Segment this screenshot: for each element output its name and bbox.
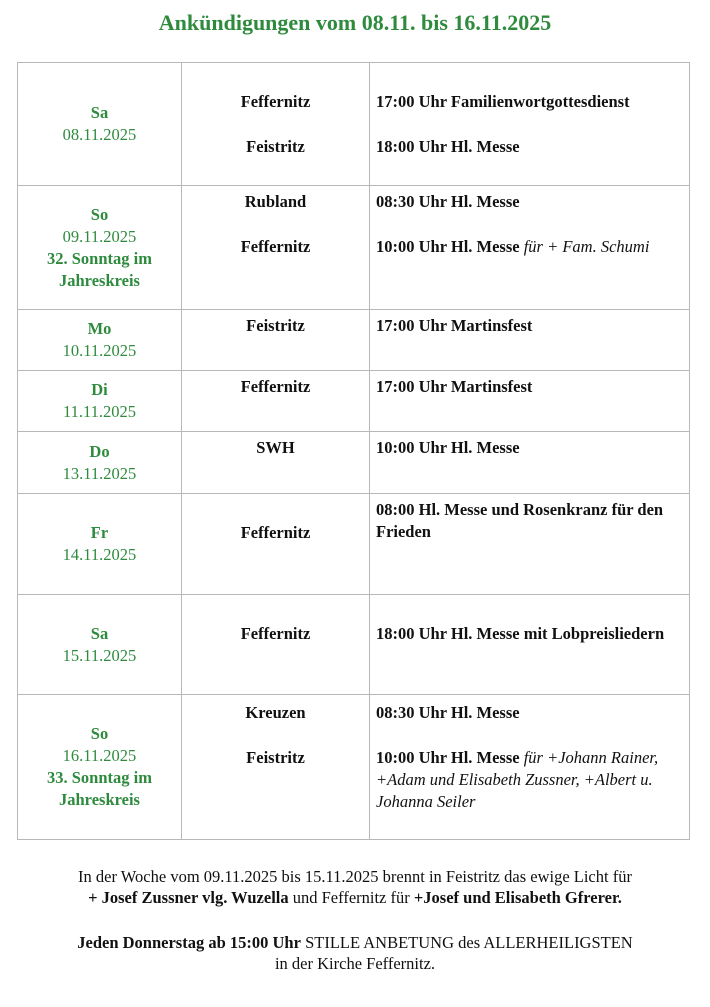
event-main: 10:00 Uhr Hl. Messe	[376, 237, 520, 256]
event-note: für +Johann Rainer, +Adam und Elisabeth Zussner, +Albert u. Johanna Seiler	[376, 748, 659, 811]
table-row	[18, 371, 690, 432]
location-cell	[182, 371, 370, 432]
location: Feffernitz	[240, 624, 311, 643]
event-cell	[370, 432, 690, 494]
adoration-notice	[0, 932, 710, 974]
feast-name: 32. Sonntag im Jahreskreis	[47, 248, 152, 290]
location: Feffernitz	[240, 523, 311, 542]
feast-name: 33. Sonntag im Jahreskreis	[47, 768, 152, 809]
notice-person: +Josef und Elisabeth Gfrerer.	[413, 888, 622, 907]
location: SWH	[256, 438, 295, 457]
date-cell	[18, 63, 182, 186]
date-cell	[18, 310, 182, 371]
event-cell	[370, 186, 690, 310]
location: Feistritz	[246, 316, 305, 335]
event: 08:00 Hl. Messe und Rosenkranz für den Frieden	[376, 500, 664, 541]
date: 08.11.2025	[62, 125, 137, 144]
table-row	[18, 595, 690, 695]
notice-person: + Josef Zussner vlg. Wuzella	[88, 888, 289, 907]
page-title: Ankündigungen vom 08.11. bis 16.11.2025	[158, 10, 552, 35]
event	[376, 236, 683, 258]
event-cell	[370, 63, 690, 186]
event-cell	[370, 310, 690, 371]
weekday: Fr	[90, 523, 109, 542]
table-row	[18, 63, 690, 186]
date: 14.11.2025	[62, 545, 137, 564]
weekday: So	[90, 204, 109, 224]
date-cell	[18, 432, 182, 494]
event-cell	[370, 371, 690, 432]
table-row	[18, 695, 690, 840]
date-cell	[18, 186, 182, 310]
notice-text: und Feffernitz für	[292, 888, 410, 907]
location-cell	[182, 310, 370, 371]
event: 08:30 Uhr Hl. Messe	[376, 703, 520, 722]
event: 17:00 Uhr Martinsfest	[376, 316, 533, 335]
date-cell	[18, 595, 182, 695]
date-cell	[18, 695, 182, 840]
date: 15.11.2025	[62, 645, 137, 665]
location: Feffernitz	[240, 92, 311, 111]
adoration-place: in der Kirche Feffernitz.	[274, 954, 436, 973]
adoration-time: Jeden Donnerstag ab 15:00 Uhr	[77, 933, 301, 952]
event: 10:00 Uhr Hl. Messe	[376, 438, 520, 457]
date: 11.11.2025	[62, 402, 137, 421]
event	[376, 747, 683, 813]
event: 18:00 Uhr Hl. Messe	[376, 137, 520, 156]
location: Rubland	[244, 192, 307, 211]
table-row	[18, 186, 690, 310]
table-row	[18, 494, 690, 595]
location-cell	[182, 695, 370, 840]
location: Feffernitz	[240, 377, 311, 396]
location-cell	[182, 595, 370, 695]
weekday: Sa	[90, 103, 109, 122]
table-row	[18, 432, 690, 494]
date-cell	[18, 494, 182, 595]
event-cell	[370, 595, 690, 695]
schedule-table	[17, 62, 690, 840]
date: 13.11.2025	[62, 463, 137, 483]
location-cell	[182, 186, 370, 310]
location: Feffernitz	[240, 237, 311, 256]
weekday: Mo	[87, 319, 112, 338]
weekday: So	[90, 724, 109, 743]
event-cell	[370, 494, 690, 595]
event: 18:00 Uhr Hl. Messe mit Lobpreisliedern	[376, 624, 665, 643]
date: 16.11.2025	[62, 746, 137, 765]
location: Kreuzen	[245, 703, 306, 722]
location-cell	[182, 432, 370, 494]
weekday: Sa	[90, 623, 109, 643]
table-row	[18, 310, 690, 371]
event: 08:30 Uhr Hl. Messe	[376, 192, 520, 211]
date-cell	[18, 371, 182, 432]
adoration-text: STILLE ANBETUNG des ALLERHEILIGSTEN	[305, 933, 633, 952]
event-note: für + Fam. Schumi	[523, 237, 650, 256]
date: 09.11.2025	[62, 226, 137, 246]
date: 10.11.2025	[62, 341, 137, 360]
event: 17:00 Uhr Familienwortgottesdienst	[376, 92, 630, 111]
weekday: Di	[91, 380, 108, 399]
location-cell	[182, 494, 370, 595]
location-cell	[182, 63, 370, 186]
location: Feistritz	[246, 137, 305, 156]
event-main: 10:00 Uhr Hl. Messe	[376, 748, 520, 767]
location: Feistritz	[246, 748, 305, 767]
eternal-light-notice	[0, 866, 710, 908]
event: 17:00 Uhr Martinsfest	[376, 377, 533, 396]
notice-text: In der Woche vom 09.11.2025 bis 15.11.2025 brennt in Feistritz das ewige Licht für	[78, 867, 632, 886]
weekday: Do	[89, 441, 110, 461]
event-cell	[370, 695, 690, 840]
